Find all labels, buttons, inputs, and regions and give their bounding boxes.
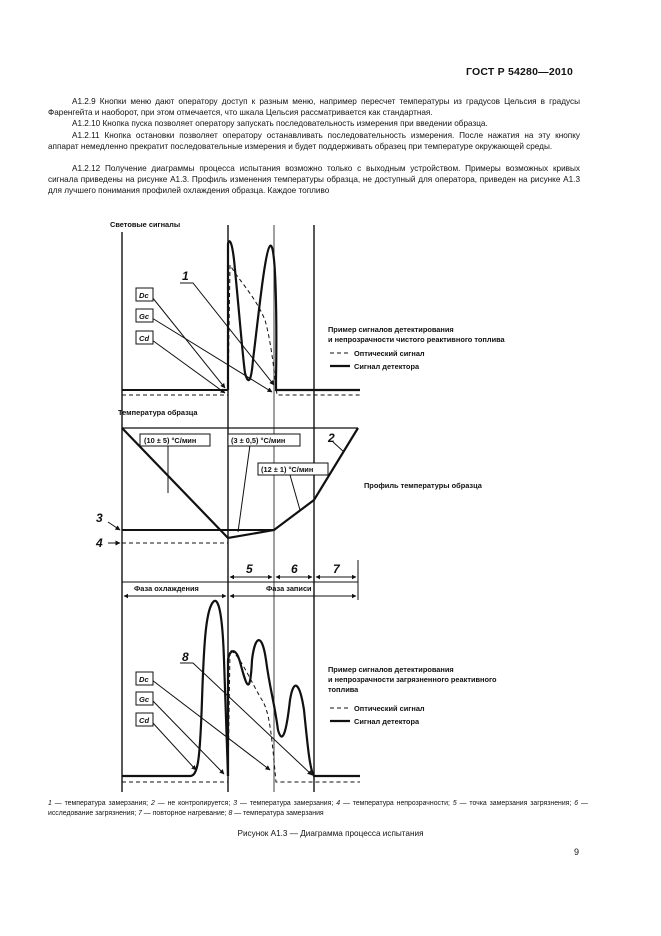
top-box-dc-label: Dc (139, 291, 149, 300)
bottom-arrow-gc (152, 700, 224, 774)
bottom-legend-optical: Оптический сигнал (354, 704, 425, 713)
rate-reheat-label: (12 ± 1) °С/мин (261, 465, 314, 474)
document-header: ГОСТ Р 54280—2010 (465, 66, 573, 78)
bottom-legend-title-2: и непрозрачности загрязненного реактивного (328, 675, 497, 684)
bottom-arrow-cd (152, 722, 196, 770)
bottom-legend-detector: Сигнал детектора (354, 717, 420, 726)
phase-5-number: 5 (246, 562, 253, 576)
top-legend-detector: Сигнал детектора (354, 362, 420, 371)
middle-callout-4: 4 (96, 536, 103, 550)
bottom-box-gc-label: Gc (139, 695, 150, 704)
middle-callout-3-pointer (108, 522, 120, 530)
rate-heat-label: (3 ± 0,5) °С/мин (231, 436, 286, 445)
figure-caption: Рисунок A1.3 — Диаграмма процесса испытания (237, 829, 424, 838)
bottom-box-cd-label: Cd (139, 716, 150, 725)
bottom-arrow-dc (152, 680, 270, 770)
top-box-gc-label: Gc (139, 312, 150, 321)
top-legend-title-2: и непрозрачности чистого реактивного топлива (328, 335, 505, 344)
top-axis-label: Световые сигналы (110, 220, 181, 229)
top-legend-optical: Оптический сигнал (354, 349, 425, 358)
top-arrow-cd (152, 340, 225, 393)
page-number: 9 (574, 847, 580, 857)
top-detector-signal (228, 241, 360, 390)
bottom-legend-title-1: Пример сигналов детектирования (328, 665, 454, 674)
middle-rate-reheat-pointer (290, 475, 300, 510)
paragraph-a1-2-10: A1.2.10 Кнопка пуска позволяет оператору запускать последовательность измерения при введении образца. (72, 119, 488, 128)
paragraph-a1-2-12: A1.2.12 Получение диаграммы процесса испытания возможно только с выходным устройством. Примеры возможных кривых сигнала приведены на рисунке A1.3. Профиль изменения температуры образца, не доступный для оператора, приведен на рисунке A1.3 для лучшего понимания профилей охлаждения образца. Каждое топливо (48, 164, 580, 196)
figure-legend: 1 — температура замерзания; 2 — не контролируется; 3 — температура замерзания; 4 — температура непрозрачности; 5 — точка замерзания загрязнения; 6 — исследование загрязнения; 7 — повторное нагревание; 8 — температура замерзания (48, 800, 588, 817)
bottom-callout-8: 8 (182, 650, 189, 664)
bottom-detector-signal-cooling (122, 601, 228, 776)
phase-7-number: 7 (333, 562, 340, 576)
top-box-cd-label: Cd (139, 334, 150, 343)
bottom-box-dc-label: Dc (139, 675, 149, 684)
phase-6-number: 6 (291, 562, 298, 576)
temperature-profile-label: Профиль температуры образца (364, 481, 482, 490)
bottom-legend-title-3: топлива (328, 685, 359, 694)
phase-recording-label: Фаза записи (266, 584, 312, 593)
middle-callout-3: 3 (96, 511, 103, 525)
top-callout-1: 1 (182, 269, 189, 283)
rate-cool-label: (10 ± 5) °С/мин (144, 436, 197, 445)
top-arrow-dc (152, 297, 225, 388)
paragraph-a1-2-11: A1.2.11 Кнопка остановки позволяет оператору останавливать последовательность измерения. После нажатия на эту кнопку аппарат немедленно прекратит последовательные измерения и будет поддерживать образец при температуре окружающей среды. (48, 131, 580, 152)
phase-cooling-label: Фаза охлаждения (134, 584, 199, 593)
middle-axis-label: Температура образца (118, 408, 198, 417)
top-legend-title-1: Пример сигналов детектирования (328, 325, 454, 334)
middle-rate-heat-pointer (238, 445, 250, 532)
middle-callout-2: 2 (328, 431, 335, 445)
paragraph-a1-2-9: A1.2.9 Кнопки меню дают оператору доступ к разным меню, например пересчет температуры из градусов Цельсия в градусы Фаренгейта и наоборот, при этом отмечается, что шкала Цельсия рассматривается как стандартная. (48, 97, 580, 118)
